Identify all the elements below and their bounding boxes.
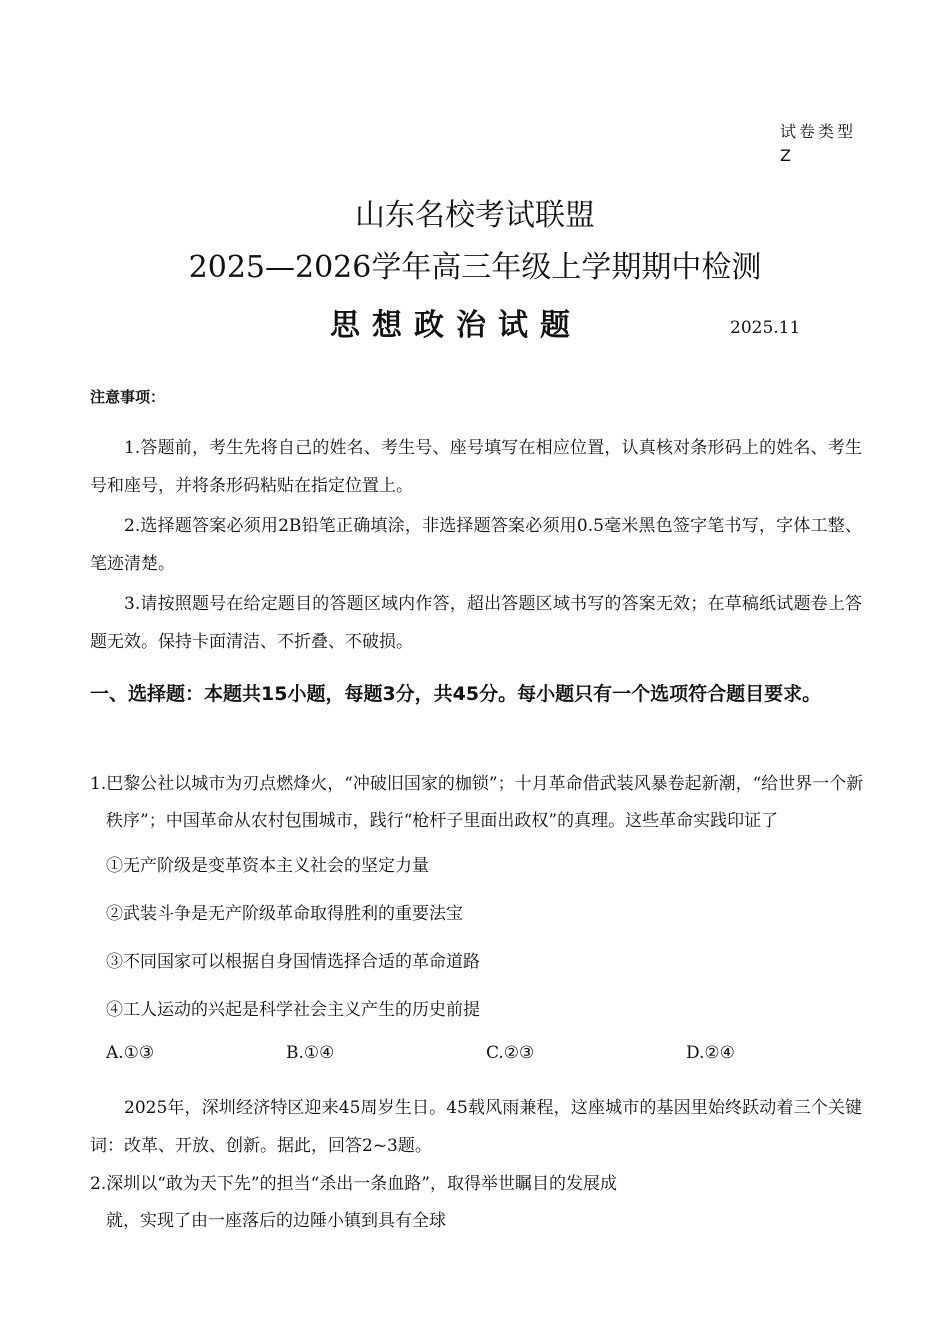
- notice-item: 3.请按照题号在给定题目的答题区域内作答，超出答题区域书写的答案无效；在草稿纸试题卷上答题无效。保持卡面清洁、不折叠、不破损。: [90, 594, 862, 652]
- notice-heading: 注意事项：: [90, 388, 166, 406]
- question-1-statement: ③不同国家可以根据自身国情选择合适的革命道路: [106, 952, 480, 972]
- question-1-option-a: A.①③: [106, 1043, 155, 1063]
- question-1-statement: ①无产阶级是变革资本主义社会的坚定力量: [106, 856, 429, 876]
- paper-type: [780, 120, 890, 168]
- exam-date: 2025.11: [730, 318, 801, 338]
- exam-union-title: 山东名校考试联盟: [355, 198, 595, 233]
- subject-title: 思想政治试题: [330, 308, 582, 343]
- question-1-statement: ②武装斗争是无产阶级革命取得胜利的重要法宝: [106, 904, 463, 924]
- section-heading: 一、选择题：本题共15小题，每题3分，共45分。每小题只有一个选项符合题目要求。: [90, 683, 822, 705]
- notice-item: 1.答题前，考生先将自己的姓名、考生号、座号填写在相应位置，认真核对条形码上的姓名、考生号和座号，并将条形码粘贴在指定位置上。: [90, 438, 862, 496]
- question-1-option-d: D.②④: [686, 1043, 735, 1063]
- material-intro: 2025年，深圳经济特区迎来45周岁生日。45载风雨兼程，这座城市的基因里始终跃动着三个关键词：改革、开放、创新。据此，回答2~3题。: [90, 1098, 862, 1156]
- question-2-stem: 2.深圳以“敢为天下先”的担当“杀出一条血路”，取得举世瞩目的发展成就，实现了由一座落后的边陲小镇到具有全球: [90, 1174, 617, 1231]
- exam-term-title: 2025—2026学年高三年级上学期期中检测: [188, 250, 762, 285]
- question-1-stem: 1.巴黎公社以城市为刃点燃烽火，“冲破旧国家的枷锁”；十月革命借武装风暴卷起新潮，“给世界一个新秩序”；中国革命从农村包围城市，践行“枪杆子里面出政权”的真理。这些革命实践印证了: [90, 774, 864, 831]
- question-1-statement: ④工人运动的兴起是科学社会主义产生的历史前提: [106, 1000, 480, 1020]
- paper-type-label: 试卷类型: [780, 122, 857, 141]
- paper-type-value: Z: [780, 146, 794, 165]
- question-1-option-c: C.②③: [486, 1043, 535, 1063]
- question-1-option-b: B.①④: [286, 1043, 335, 1063]
- notice-item: 2.选择题答案必须用2B铅笔正确填涂，非选择题答案必须用0.5毫米黑色签字笔书写，字体工整、笔迹清楚。: [90, 516, 862, 574]
